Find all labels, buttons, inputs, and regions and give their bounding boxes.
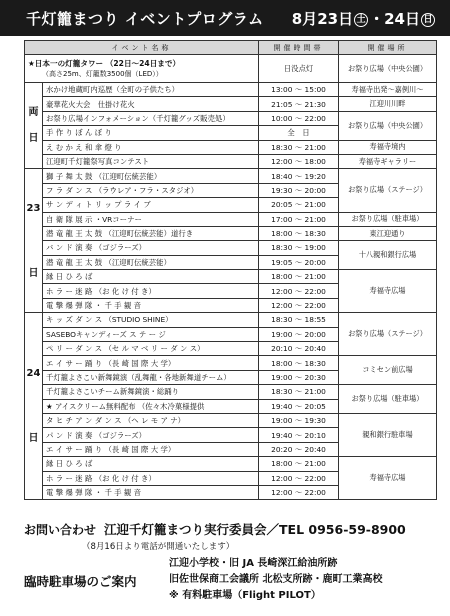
- date-day2: 24日: [384, 9, 420, 28]
- event-time: 13:00 〜 15:00: [259, 83, 339, 97]
- tower-title: ★日本一の灯籠タワー （22日〜24日まで）: [28, 59, 181, 68]
- tower-venue: お祭り広場（中央公園）: [339, 55, 437, 83]
- event-time: 18:30 〜 18:55: [259, 313, 339, 327]
- event-venue: 寿福寺広場: [339, 457, 437, 500]
- day-label-23: 23 日: [25, 169, 43, 313]
- parking-list: [169, 556, 382, 604]
- parking-line: ※ 有料駐車場（Flight PILOT）: [169, 590, 321, 601]
- event-time: 21:05 〜 21:30: [259, 97, 339, 111]
- table-row: [25, 270, 437, 284]
- event-name: 潜 竜 龍 王 太 鼓 （江迎町伝統芸能）: [43, 255, 259, 269]
- event-venue: 寿福寺境内: [339, 140, 437, 154]
- page-title: 千灯籠まつり イベントプログラム: [26, 9, 264, 28]
- event-venue: 寿福寺広場: [339, 270, 437, 313]
- table-row: [25, 413, 437, 427]
- event-venue: 十八親和銀行広場: [339, 241, 437, 270]
- event-venue: 親和銀行駐車場: [339, 413, 437, 456]
- event-time: 12:00 〜 22:00: [259, 298, 339, 312]
- col-header-time: 開催時間帯: [259, 41, 339, 55]
- table-row: [25, 169, 437, 183]
- event-time: 18:40 〜 19:20: [259, 169, 339, 183]
- event-name: 縁 日 ひ ろ ば: [43, 270, 259, 284]
- day-label-24: 24 日: [25, 313, 43, 500]
- event-name: 縁 日 ひ ろ ば: [43, 457, 259, 471]
- table-row: [25, 241, 437, 255]
- event-name: 豪華花火大会 仕掛け花火: [43, 97, 259, 111]
- table-row: [25, 385, 437, 399]
- event-time: 19:05 〜 20:00: [259, 255, 339, 269]
- table-row: [25, 111, 437, 125]
- event-time: 18:00 〜 18:30: [259, 356, 339, 370]
- event-venue: コミセン前広場: [339, 356, 437, 385]
- event-name: ペ リ ー ダ ン ス （セ ル マ ベ リ ー ダ ン ス）: [43, 342, 259, 356]
- dow-badge-sat: 土: [354, 13, 368, 27]
- table-row: [25, 97, 437, 111]
- event-time: 19:00 〜 20:30: [259, 370, 339, 384]
- event-name: エ イ サ ー 踊 り （長 崎 国 際 大 学）: [43, 442, 259, 456]
- table-header-row: [25, 41, 437, 55]
- event-time: 全 日: [259, 126, 339, 140]
- table-row: [25, 154, 437, 168]
- event-name: 電 撃 爆 弾 隊 ・ 千 手 観 音: [43, 485, 259, 499]
- event-name: え む か え 和 傘 燈 り: [43, 140, 259, 154]
- event-time: 19:00 〜 19:30: [259, 413, 339, 427]
- tower-detail: （高さ25m、灯籠数3500個（LED））: [42, 70, 163, 78]
- day-label-both: 両 日: [25, 83, 43, 169]
- event-time: 19:30 〜 20:00: [259, 183, 339, 197]
- event-name: 潜 竜 龍 王 太 鼓 （江迎町伝統芸能）道行き: [43, 226, 259, 240]
- parking-line: 江迎小学校・旧 JA 長崎深江給油所跡: [169, 558, 338, 569]
- tower-event: [25, 55, 259, 83]
- date-separator: ・: [369, 9, 385, 28]
- event-venue: 寿福寺ギャラリー: [339, 154, 437, 168]
- table-row: [25, 140, 437, 154]
- event-name: 手 作 り ぼ ん ぼ り: [43, 126, 259, 140]
- col-header-event: イベント名称: [25, 41, 259, 55]
- event-time: 12:00 〜 22:00: [259, 471, 339, 485]
- event-name: パ ン ド 演 奏 （ゴジラーズ）: [43, 428, 259, 442]
- contact-line: [24, 520, 444, 538]
- event-name: 江迎町千灯籠祭写真コンテスト: [43, 154, 259, 168]
- event-time: 18:00 〜 21:00: [259, 457, 339, 471]
- event-venue: お祭り広場（ステージ）: [339, 169, 437, 212]
- tower-time: 日没点灯: [259, 55, 339, 83]
- table-row: [25, 83, 437, 97]
- event-venue: お祭り広場（駐車場）: [339, 212, 437, 226]
- event-venue: お祭り広場（ステージ）: [339, 313, 437, 356]
- dow-badge-sun: 日: [421, 13, 435, 27]
- tower-row: [25, 55, 437, 83]
- schedule-table: [24, 40, 437, 500]
- date-day1: 8月23日: [291, 9, 354, 28]
- event-name: バ ン ド 演 奏 （ゴジラーズ）: [43, 241, 259, 255]
- event-name: タ ヒ チ ア ン ダ ン ス （ヘ レ モ ア ナ）: [43, 413, 259, 427]
- event-time: 12:00 〜 22:00: [259, 284, 339, 298]
- event-venue: 寿福寺出発〜嘉例川〜: [339, 83, 437, 97]
- event-time: 12:00 〜 18:00: [259, 154, 339, 168]
- event-time: 20:10 〜 20:40: [259, 342, 339, 356]
- event-time: 18:30 〜 21:00: [259, 385, 339, 399]
- event-name: 千灯籠よさこい新舞鏡演（乱舞龍・各地新舞道チーム）: [43, 370, 259, 384]
- event-name: 電 撃 爆 弾 隊 ・ 千 手 観 音: [43, 298, 259, 312]
- event-time: 18:00 〜 21:00: [259, 270, 339, 284]
- col-header-venue: 開催場所: [339, 41, 437, 55]
- event-time: 10:00 〜 22:00: [259, 111, 339, 125]
- table-row: [25, 226, 437, 240]
- event-name: フ ラ ダ ン ス （ラウレア・フラ・スタジオ）: [43, 183, 259, 197]
- event-name: SASEBOキャンディーズ ス テ ー ジ: [43, 327, 259, 341]
- event-name: 獅 子 舞 太 鼓 （江迎町伝統芸能）: [43, 169, 259, 183]
- phone-note: （8月16日より電話が開通いたします）: [82, 542, 235, 552]
- event-venue: 東江迎通り: [339, 226, 437, 240]
- event-name: キ ッ ズ ダ ン ス （STUDIO SHINE）: [43, 313, 259, 327]
- event-name: 自 衛 隊 展 示 ・VRコーナー: [43, 212, 259, 226]
- event-venue: お祭り広場（駐車場）: [339, 385, 437, 414]
- event-time: 17:00 〜 21:00: [259, 212, 339, 226]
- event-time: 12:00 〜 22:00: [259, 485, 339, 499]
- header-bar: [0, 0, 450, 36]
- event-name: エ イ サ ー 踊 り （長 崎 国 際 大 学）: [43, 356, 259, 370]
- event-venue: お祭り広場（中央公園）: [339, 111, 437, 140]
- event-dates: [292, 8, 450, 29]
- event-name: 千灯籠よさこいチーム新舞鏡演・総踊り: [43, 385, 259, 399]
- event-time: 19:40 〜 20:05: [259, 399, 339, 413]
- event-name: ★ アイスクリーム無料配布 （佐々木冷菓様提供: [43, 399, 259, 413]
- event-name: ホ ラ ー 迷 路 （お 化 け 付 き）: [43, 284, 259, 298]
- contact-org: 江迎千灯籠まつり実行委員会／TEL 0956-59-8900: [104, 522, 406, 537]
- contact-label: お問い合わせ: [24, 523, 97, 537]
- event-time: 18:30 〜 21:00: [259, 140, 339, 154]
- table-row: [25, 212, 437, 226]
- event-time: 18:00 〜 18:30: [259, 226, 339, 240]
- table-row: [25, 356, 437, 370]
- event-time: 19:40 〜 20:10: [259, 428, 339, 442]
- event-time: 18:30 〜 19:00: [259, 241, 339, 255]
- event-name: お祭り広場インフォメーション（千灯籠グッズ販売処）: [43, 111, 259, 125]
- event-time: 20:05 〜 21:00: [259, 198, 339, 212]
- event-name: 水かけ地蔵町内巡歴（全町の子供たち）: [43, 83, 259, 97]
- parking-label: 臨時駐車場のご案内: [24, 574, 137, 589]
- parking-line: 旧佐世保商工会議所 北松支所跡・鹿町工業高校: [169, 574, 383, 585]
- event-name: サ ン デ ィ ト リ ッ プ ラ イ ブ: [43, 198, 259, 212]
- event-name: ホ ラ ー 迷 路 （お 化 け 付 き）: [43, 471, 259, 485]
- event-time: 20:20 〜 20:40: [259, 442, 339, 456]
- table-row: [25, 457, 437, 471]
- table-row: [25, 313, 437, 327]
- event-time: 19:00 〜 20:00: [259, 327, 339, 341]
- event-venue: 江迎川川畔: [339, 97, 437, 111]
